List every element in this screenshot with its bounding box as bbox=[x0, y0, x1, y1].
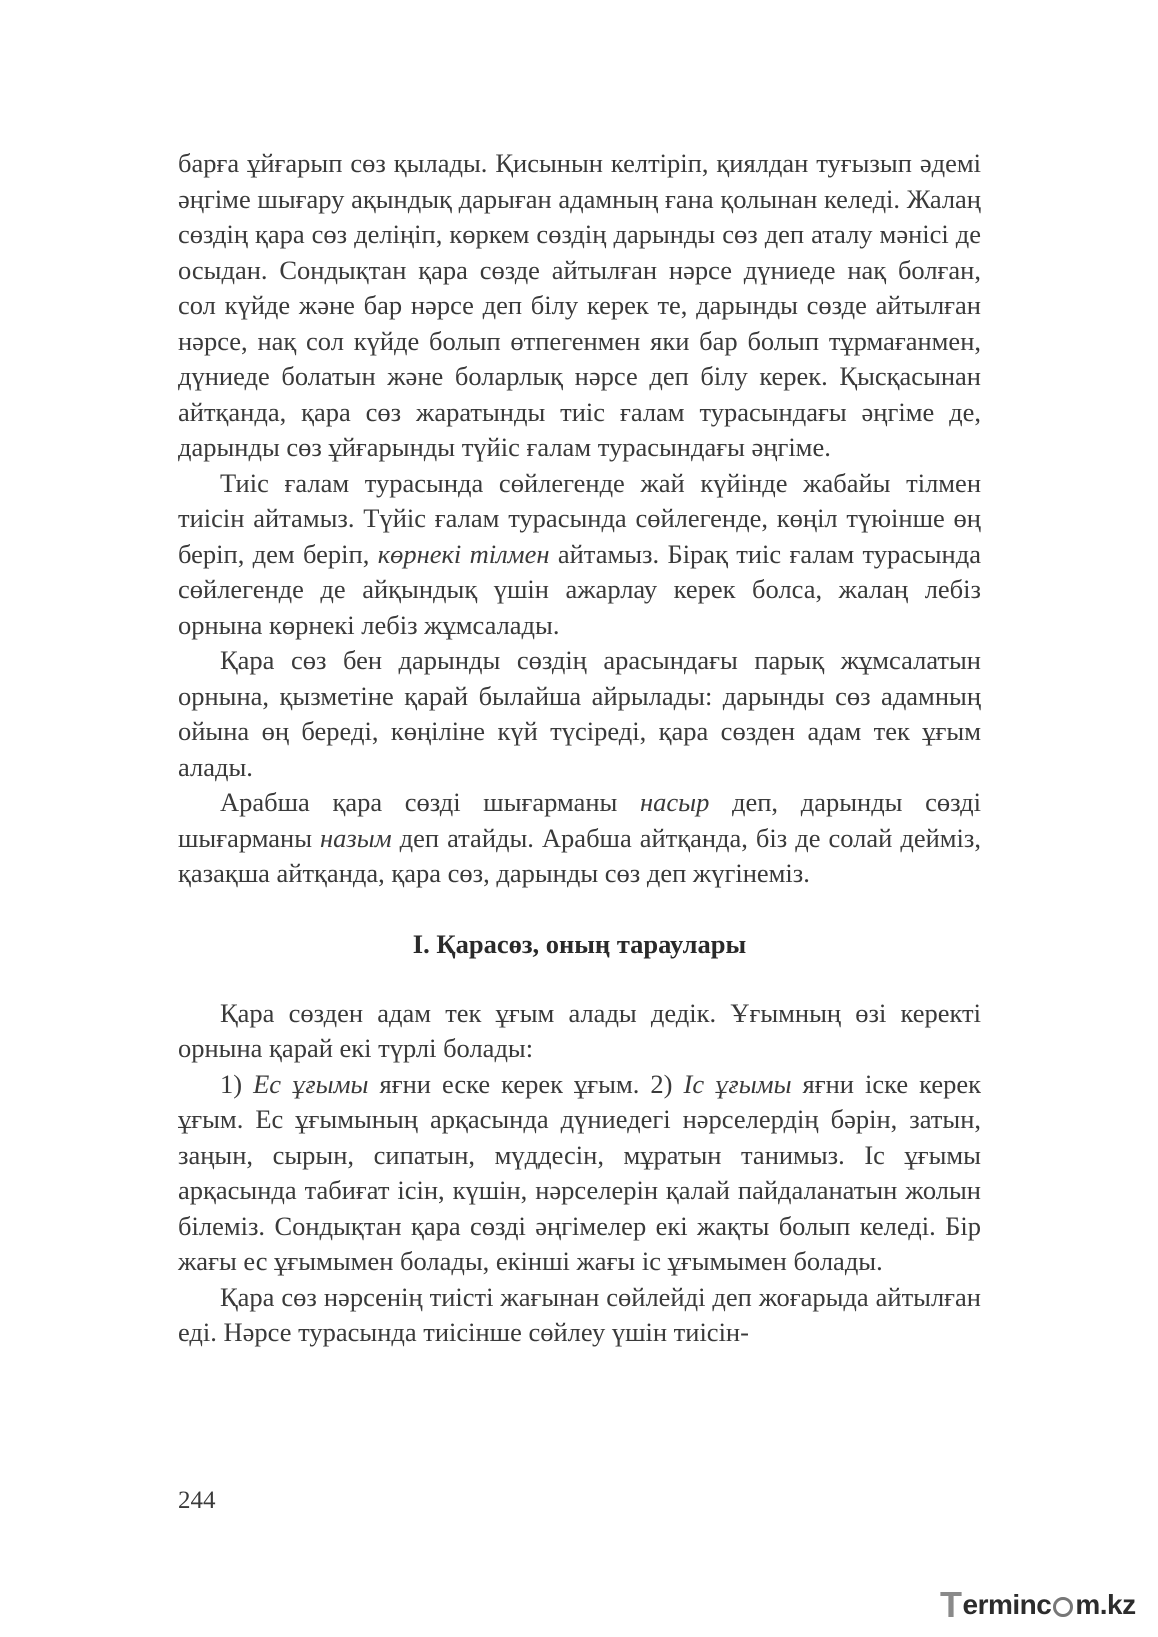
page-number: 244 bbox=[178, 1487, 216, 1514]
intro-paragraph-2 bbox=[178, 466, 981, 644]
text-run: яғни іске керек ұғым. Ес ұғымының арқасында дүниедегі нәрселердің бәрін, затын, заңын, сырын, сипатын, мүддесін, мұратын танимыз. Іс ұғымы арқасында табиғат ісін, күшін, нәрселерін қалай пайдаланатын жолын білеміз. Сондықтан қара сөзді әңгімелер екі жақты болып келеді. Бір жағы ес ұғымымен болады, екінші жағы іс ұғымымен болады. bbox=[178, 1068, 982, 1276]
section-heading: I. Қарасөз, оның тараулары bbox=[412, 928, 747, 959]
intro-paragraph-1 bbox=[178, 146, 981, 466]
text-run: Қара сөз бен дарынды сөздің арасындағы парық жұмсалатын орнына, қызметіне қарай былайша айрылады: дарынды сөз адамның ойына өң береді, көңіліне күй түсіреді, қара сөзден адам тек ұғым алады. bbox=[178, 645, 981, 782]
section-paragraph-3 bbox=[178, 1280, 981, 1351]
text-run: Тиіс ғалам турасында сөйлегенде жай күйінде жабайы тілмен тиісін айтамыз. Түйіс ғалам турасында сөйлегенде, көңіл түюінше өң беріп, дем беріп, bbox=[178, 467, 981, 569]
italic-term: насыр bbox=[639, 787, 710, 817]
text-run: деп атайды. Арабша айтқанда, біз де солай дейміз, қазақша айтқанда, қара сөз, дарынды сөз деп жүгінеміз. bbox=[178, 822, 981, 888]
italic-term: көрнекі тілмен bbox=[377, 538, 550, 569]
intro-paragraph-4 bbox=[178, 785, 981, 892]
text-run: Арабша қара сөзді шығарманы bbox=[220, 787, 640, 817]
italic-term: назым bbox=[320, 822, 392, 853]
page-body bbox=[178, 146, 981, 1351]
terminkom-watermark-logo bbox=[940, 1584, 1136, 1625]
italic-term: Іс ұғымы bbox=[683, 1068, 792, 1099]
watermark-circle-icon bbox=[1053, 1597, 1073, 1617]
watermark-text-middle: erminc bbox=[962, 1589, 1052, 1620]
intro-paragraph-3 bbox=[178, 643, 981, 785]
text-block-top bbox=[178, 146, 981, 892]
watermark-letter-t: T bbox=[940, 1584, 962, 1625]
text-run: Қара сөз нәрсенің тиісті жағынан сөйлейді деп жоғарыда айтылған еді. Нәрсе турасында тиісінше сөйлеу үшін тиісін- bbox=[178, 1281, 981, 1347]
text-run: айтамыз. Бірақ тиіс ғалам турасында сөйлегенде де айқындық үшін ажарлау керек болса, жалаң лебіз орнына көрнекі лебіз жұмсалады. bbox=[178, 538, 981, 640]
section-paragraph-2 bbox=[178, 1067, 981, 1280]
watermark-text-end: m.kz bbox=[1075, 1589, 1136, 1620]
text-run: деп, дарынды сөзді шығарманы bbox=[178, 787, 981, 853]
text-run: Қара сөзден адам тек ұғым алады дедік. Ұғымның өзі керекті орнына қарай екі түрлі болады: bbox=[178, 997, 981, 1063]
section-paragraph-1 bbox=[178, 996, 981, 1067]
text-run: яғни еске керек ұғым. 2) bbox=[368, 1068, 684, 1099]
text-run: барға ұйғарып сөз қылады. Қисынын келтіріп, қиялдан туғызып әдемі әңгіме шығару ақындық дарыған адамның ғана қолынан келеді. Жалаң сөздің қара сөз деліңіп, көркем сөздің дарынды сөз деп аталу мәнісі де осыдан. Сондықтан қара сөзде айтылған нәрсе дүниеде нақ болған, сол күйде және бар нәрсе деп білу керек те, дарынды сөзде айтылған нәрсе, нақ сол күйде болып өтпегенмен яки бар болып тұрмағанмен, дүниеде болатын және боларлық нәрсе деп білу керек. Қысқасынан айтқанда, қара сөз жаратынды тиіс ғалам турасындағы әңгіме де, дарынды сөз ұйғарынды түйіс ғалам турасындағы әңгіме. bbox=[178, 148, 981, 462]
text-run: 1) bbox=[220, 1068, 254, 1099]
italic-term: Ес ұғымы bbox=[253, 1068, 369, 1099]
text-block-bottom bbox=[178, 996, 981, 1351]
